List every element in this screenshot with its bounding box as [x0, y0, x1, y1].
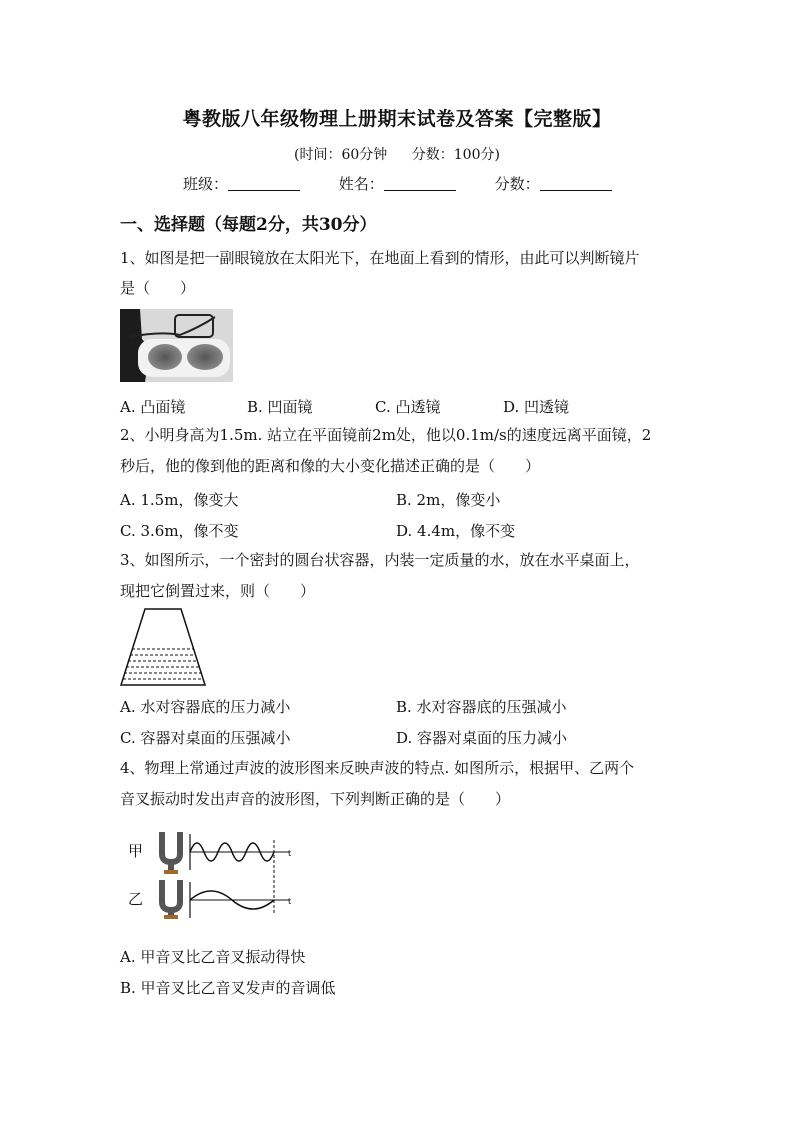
name-label: 姓名：	[338, 175, 384, 193]
tuning-fork-icon	[162, 880, 180, 919]
q3-option-b[interactable]: B. 水对容器底的压强减小	[396, 698, 567, 716]
student-info-row	[183, 173, 646, 194]
q3-option-d[interactable]: D. 容器对桌面的压力减小	[396, 729, 568, 747]
q4-option-a[interactable]: A. 甲音叉比乙音叉振动得快	[120, 948, 306, 966]
question-3-line1: 3、如图所示，一个密封的圆台状容器，内装一定质量的水，放在水平桌面上，	[120, 551, 640, 569]
frustum-container-diagram	[119, 607, 207, 687]
exam-total-score: 分数：100分)	[411, 147, 500, 163]
q1-option-a[interactable]: A. 凸面镜	[120, 398, 186, 416]
q3-option-a[interactable]: A. 水对容器底的压力减小	[120, 698, 291, 716]
score-blank[interactable]	[540, 176, 612, 191]
question-4-line2: 音叉振动时发出声音的波形图，下列判断正确的是（ ）	[120, 790, 511, 808]
score-label: 分数：	[494, 175, 540, 193]
section-heading: 一、选择题（每题2分，共30分）	[120, 215, 377, 235]
class-label: 班级：	[183, 175, 229, 193]
label-jia: 甲	[128, 842, 144, 860]
svg-text:t: t	[288, 849, 292, 858]
page-title: 粤教版八年级物理上册期末试卷及答案【完整版】	[182, 108, 612, 130]
question-4-line1: 4、物理上常通过声波的波形图来反映声波的特点. 如图所示，根据甲、乙两个	[120, 759, 635, 777]
q2-option-d[interactable]: D. 4.4m，像不变	[396, 522, 516, 540]
tuning-fork-waveform-diagram	[150, 828, 300, 920]
q4-option-b[interactable]: B. 甲音叉比乙音叉发声的音调低	[120, 979, 336, 997]
q1-option-d[interactable]: D. 凹透镜	[503, 398, 570, 416]
question-1-line1: 1、如图是把一副眼镜放在太阳光下，在地面上看到的情形，由此可以判断镜片	[120, 249, 640, 267]
class-blank[interactable]	[228, 176, 300, 191]
question-1-line2: 是（ ）	[120, 279, 196, 297]
question-2-line1: 2、小明身高为1.5m. 站立在平面镜前2m处，他以0.1m/s的速度远离平面镜，2	[120, 426, 652, 444]
question-2-line2: 秒后，他的像到他的距离和像的大小变化描述正确的是（ ）	[120, 457, 541, 475]
exam-time: (时间：60分钟	[294, 147, 388, 163]
exam-meta	[0, 144, 794, 164]
tuning-fork-icon	[162, 832, 180, 874]
q1-option-c[interactable]: C. 凸透镜	[375, 398, 441, 416]
q3-option-c[interactable]: C. 容器对桌面的压强减小	[120, 729, 291, 747]
q2-option-a[interactable]: A. 1.5m，像变大	[120, 491, 239, 509]
svg-text:t: t	[288, 897, 292, 906]
q1-option-b[interactable]: B. 凹面镜	[247, 398, 313, 416]
q2-option-b[interactable]: B. 2m，像变小	[396, 491, 501, 509]
label-yi: 乙	[128, 890, 144, 908]
glasses-shadow-image	[120, 309, 233, 382]
question-3-line2: 现把它倒置过来，则（ ）	[120, 582, 316, 600]
q2-option-c[interactable]: C. 3.6m，像不变	[120, 522, 239, 540]
name-blank[interactable]	[384, 176, 456, 191]
